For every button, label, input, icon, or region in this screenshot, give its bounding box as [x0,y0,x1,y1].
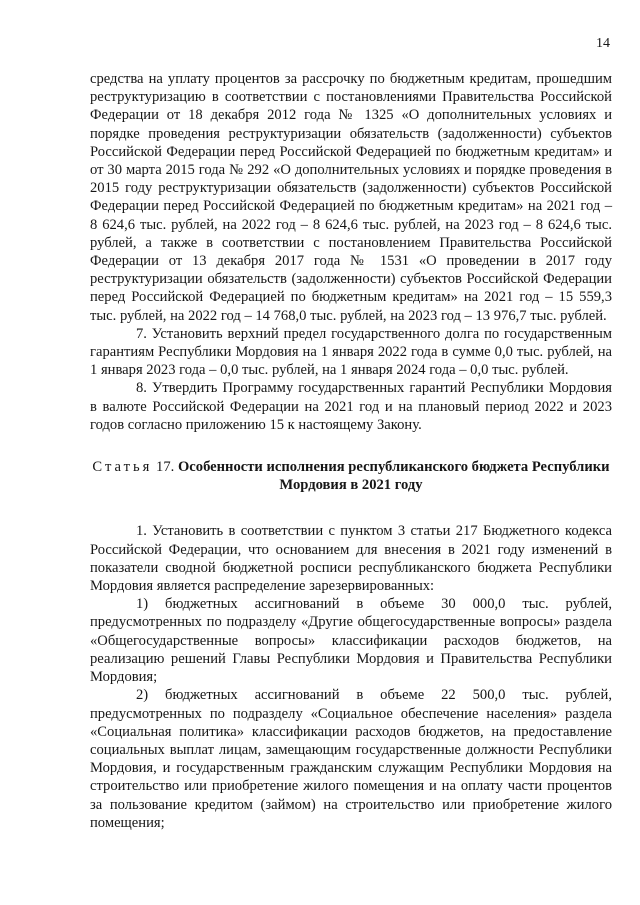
article-heading [90,458,612,494]
paragraph-subpoint-1: 1) бюджетных ассигнований в объеме 30 000,0 тыс. рублей, предусмотренных по подразделу «Другие общегосударственные вопросы» раздела «Общегосударственные вопросы» классификации расходов бюджетов, на реализацию решений Главы Республики Мордовия и Правительства Республики Мордовия; [90,596,612,686]
paragraph-item-7: 7. Установить верхний предел государственного долга по государственным гарантиям Республики Мордовия на 1 января 2022 года в сумме 0,0 тыс. рублей, на 1 января 2023 года – 0,0 тыс. рублей, на 1 января 2024 года – 0,0 тыс. рублей. [90,325,612,379]
paragraph-subpoint-2: 2) бюджетных ассигнований в объеме 22 500,0 тыс. рублей, предусмотренных по подразделу «Социальное обеспечение населения» раздела «Социальная политика» классификации расходов бюджетов, на предоставление социальных выплат лицам, замещающим государственные должности Республики Мордовия, и государственным гражданским служащим Республики Мордовия на строительство или приобретение жилого помещения и на оплату части процентов за пользование кредитом (займом) на строительство или приобретение жилого помещения; [90,687,612,831]
paragraph-point-1: 1. Установить в соответствии с пунктом 3 статьи 217 Бюджетного кодекса Российской Федерации, что основанием для внесения в 2021 году изменений в показатели сводной бюджетной росписи республиканского бюджета Республики Мордовия является распределение зарезервированных: [90,523,612,595]
page-number: 14 [596,36,610,51]
document-body [90,70,612,832]
paragraph-item-8: 8. Утвердить Программу государственных гарантий Республики Мордовия в валюте Российской Федерации на 2021 год и на плановый период 2022 и 2023 годов согласно приложению 15 к настоящему Закону. [90,380,612,433]
paragraph-continuation: средства на уплату процентов за рассрочку по бюджетным кредитам, прошедшим реструктуризацию в соответствии с постановлениями Правительства Российской Федерации от 18 декабря 2012 года № 1325 «О дополнительных условиях и порядке проведения реструктуризации обязательств (задолженности) субъектов Российской Федерации перед Российской Федерацией по бюджетным кредитам» и от 30 марта 2015 года № 292 «О дополнительных условиях и порядке проведения в 2015 году реструктуризации обязательств (задолженности) субъектов Российской Федерации перед Российской Федерацией по бюджетным кредитам» на 2021 год – 8 624,6 тыс. рублей, на 2022 год – 8 624,6 тыс. рублей, на 2023 год – 8 624,6 тыс. рублей, а также в соответствии с постановлением Правительства Российской Федерации от 13 декабря 2017 года № 1531 «О проведении в 2017 году реструктуризации обязательств (задолженности) субъектов Российской Федерации перед Российской Федерацией по бюджетным кредитам» на 2021 год – 15 559,3 тыс. рублей, на 2022 год – 14 768,0 тыс. рублей, на 2023 год – 13 976,7 тыс. рублей. [90,71,612,324]
article-title: Особенности исполнения республиканского бюджета Республики Мордовия в 2021 году [177,459,610,494]
article-number: 17. [156,459,175,476]
article-word: Статья [92,459,153,476]
